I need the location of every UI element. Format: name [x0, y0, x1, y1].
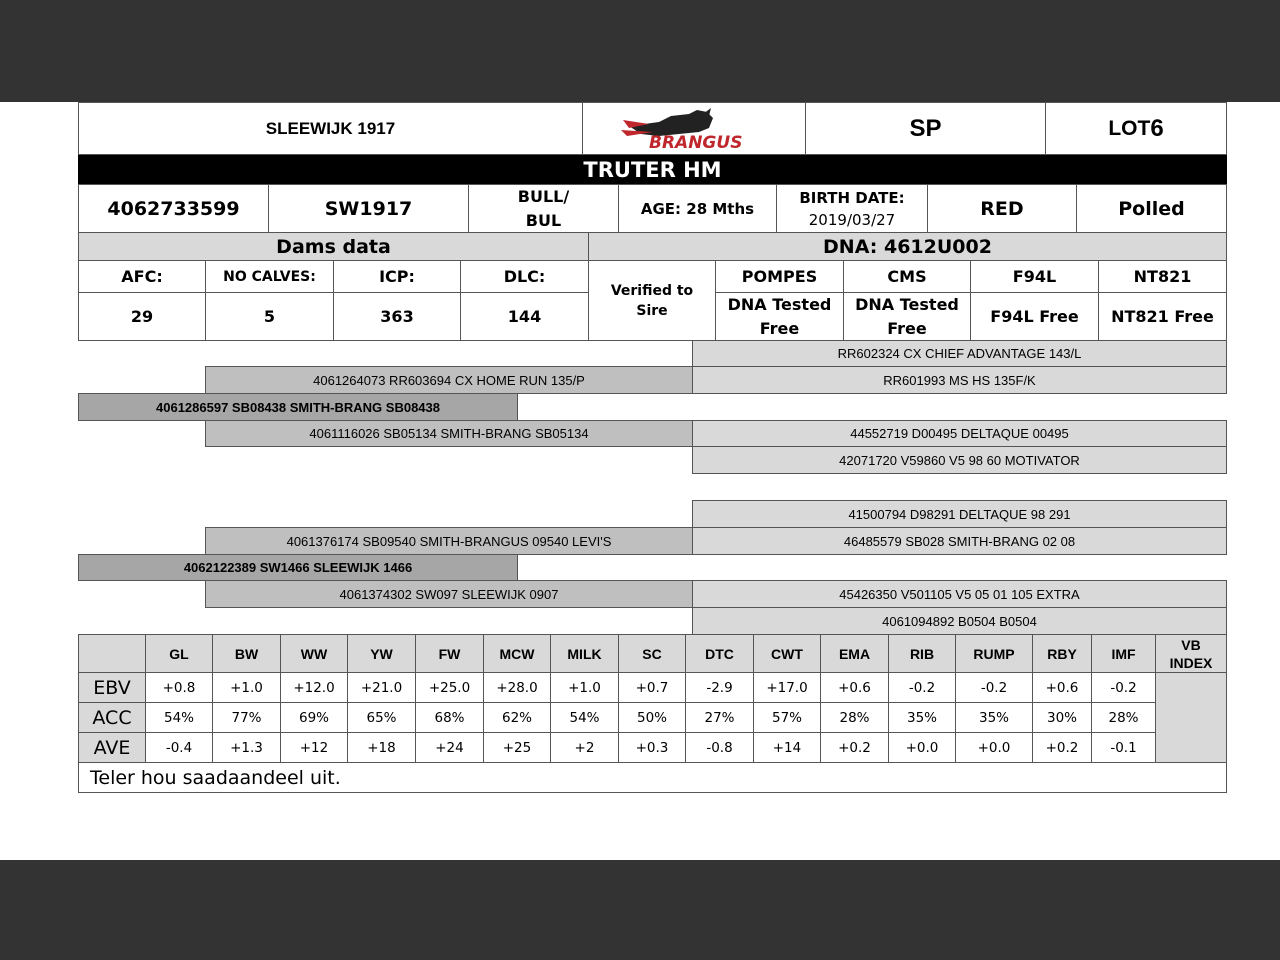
birth-date — [776, 184, 928, 233]
ave-cell: +0.0 — [888, 732, 956, 763]
ebv-col-imf: IMF — [1091, 634, 1156, 673]
ebv-col-rump: RUMP — [955, 634, 1033, 673]
pedigree-dsd: 46485579 SB028 SMITH-BRANG 02 08 — [692, 527, 1227, 555]
sex-line1: BULL/ — [517, 186, 570, 206]
dams-value-icp: 363 — [333, 292, 461, 341]
ave-cell: +0.2 — [1032, 732, 1092, 763]
ebv-row-label-ebv: EBV — [78, 672, 146, 703]
lot-prefix: LOT — [1108, 116, 1151, 140]
ebv-cell: -0.2 — [888, 672, 956, 703]
type-code: SP — [805, 102, 1046, 155]
dams-header-icp: ICP: — [333, 260, 461, 293]
ebv-cell: +17.0 — [753, 672, 821, 703]
ebv-col-bw: BW — [212, 634, 281, 673]
ebv-col-sc: SC — [618, 634, 686, 673]
ave-cell: +18 — [347, 732, 416, 763]
ave-cell: +14 — [753, 732, 821, 763]
dams-header-afc: AFC: — [78, 260, 206, 293]
pedigree-ssd: RR601993 MS HS 135F/K — [692, 366, 1227, 394]
pedigree-dss: 41500794 D98291 DELTAQUE 98 291 — [692, 500, 1227, 528]
acc-cell: 28% — [1091, 702, 1156, 733]
dams-value-dlc: 144 — [460, 292, 589, 341]
dna-test-result-f94l: F94L Free — [970, 292, 1099, 341]
dams-header-calves: NO CALVES: — [205, 260, 334, 293]
ebv-cell: +0.6 — [1032, 672, 1092, 703]
acc-cell: 50% — [618, 702, 686, 733]
ave-cell: +12 — [280, 732, 348, 763]
ebv-col-vb-index — [1155, 634, 1227, 673]
ebv-row-label-ave: AVE — [78, 732, 146, 763]
ebv-col-rib: RIB — [888, 634, 956, 673]
ebv-col-milk: MILK — [550, 634, 619, 673]
ave-cell: +0.3 — [618, 732, 686, 763]
horn-status: Polled — [1076, 184, 1227, 233]
ebv-cell: +1.0 — [212, 672, 281, 703]
acc-cell: 62% — [483, 702, 551, 733]
dna-result-line1: DNA Tested — [855, 294, 959, 314]
verified-line2: Sire — [636, 302, 668, 319]
ebv-col-mcw: MCW — [483, 634, 551, 673]
ebv-col-ww: WW — [280, 634, 348, 673]
acc-cell: 35% — [888, 702, 956, 733]
vb-index-line1: VB — [1181, 636, 1201, 653]
dna-title: DNA: 4612U002 — [588, 232, 1227, 261]
ebv-col-gl: GL — [145, 634, 213, 673]
dams-value-afc: 29 — [78, 292, 206, 341]
pedigree-sire-dam: 4061116026 SB05134 SMITH-BRANG SB05134 — [205, 420, 693, 447]
acc-cell: 54% — [145, 702, 213, 733]
acc-cell: 68% — [415, 702, 484, 733]
verified-line1: Verified to — [610, 282, 694, 299]
pedigree-sds: 44552719 D00495 DELTAQUE 00495 — [692, 420, 1227, 447]
ebv-col-rby: RBY — [1032, 634, 1092, 673]
sex — [468, 184, 619, 233]
ebv-col-ema: EMA — [820, 634, 889, 673]
ave-cell: -0.8 — [685, 732, 754, 763]
bottom-dark-band — [0, 860, 1280, 960]
ebv-row-label-acc: ACC — [78, 702, 146, 733]
ear-tag: SW1917 — [268, 184, 469, 233]
ave-cell: +2 — [550, 732, 619, 763]
pedigree-dam-sire: 4061376174 SB09540 SMITH-BRANGUS 09540 LEVI'S — [205, 527, 693, 555]
ebv-cell: -2.9 — [685, 672, 754, 703]
dna-test-name-nt821: NT821 — [1098, 260, 1227, 293]
dna-test-result-nt821: NT821 Free — [1098, 292, 1227, 341]
acc-cell: 65% — [347, 702, 416, 733]
acc-cell: 69% — [280, 702, 348, 733]
ebv-cell: -0.2 — [955, 672, 1033, 703]
ebv-cell: +1.0 — [550, 672, 619, 703]
top-dark-band — [0, 0, 1280, 102]
ave-cell: -0.1 — [1091, 732, 1156, 763]
seller-note: Teler hou saadaandeel uit. — [78, 762, 1227, 793]
dams-title: Dams data — [78, 232, 589, 261]
ebv-cell: +0.8 — [145, 672, 213, 703]
brangus-logo — [582, 102, 806, 155]
ebv-cell: +0.7 — [618, 672, 686, 703]
pedigree-dds: 45426350 V501105 V5 05 01 105 EXTRA — [692, 580, 1227, 608]
verified-to-sire — [588, 260, 716, 341]
lot-label — [1045, 102, 1227, 155]
ave-cell: +24 — [415, 732, 484, 763]
animal-name: TRUTER HM — [78, 155, 1227, 185]
ebv-cell: -0.2 — [1091, 672, 1156, 703]
dna-test-name-f94l: F94L — [970, 260, 1099, 293]
ebv-col-dtc: DTC — [685, 634, 754, 673]
acc-cell: 27% — [685, 702, 754, 733]
dams-header-dlc: DLC: — [460, 260, 589, 293]
dna-result-line2: Free — [759, 318, 800, 338]
pedigree-ddd: 4061094892 B0504 B0504 — [692, 607, 1227, 635]
ave-cell: +0.0 — [955, 732, 1033, 763]
ebv-cell: +28.0 — [483, 672, 551, 703]
age: AGE: 28 Mths — [618, 184, 777, 233]
pedigree-dam-dam: 4061374302 SW097 SLEEWIJK 0907 — [205, 580, 693, 608]
birth-label: BIRTH DATE: — [799, 188, 905, 207]
pedigree-dam: 4062122389 SW1466 SLEEWIJK 1466 — [78, 554, 518, 581]
ebv-col-yw: YW — [347, 634, 416, 673]
ebv-cell: +0.6 — [820, 672, 889, 703]
acc-cell: 28% — [820, 702, 889, 733]
vb-index-line2: INDEX — [1169, 654, 1213, 671]
pedigree-sire: 4061286597 SB08438 SMITH-BRANG SB08438 — [78, 393, 518, 421]
sex-line2: BUL — [525, 210, 562, 230]
dna-test-result-pompes — [715, 292, 844, 341]
acc-cell: 77% — [212, 702, 281, 733]
acc-cell: 57% — [753, 702, 821, 733]
acc-cell: 54% — [550, 702, 619, 733]
farm-name: SLEEWIJK 1917 — [78, 102, 583, 155]
dna-test-result-cms — [843, 292, 971, 341]
birth-value: 2019/03/27 — [808, 210, 896, 229]
dna-test-name-pompes: POMPES — [715, 260, 844, 293]
bull-logo-icon — [619, 106, 769, 152]
ebv-col-cwt: CWT — [753, 634, 821, 673]
animal-id: 4062733599 — [78, 184, 269, 233]
lot-number: 6 — [1150, 114, 1164, 142]
ebv-corner-cell — [78, 634, 146, 673]
ave-cell: +0.2 — [820, 732, 889, 763]
logo-text: BRANGUS — [649, 132, 743, 152]
acc-cell: 35% — [955, 702, 1033, 733]
dna-result-line2: Free — [887, 318, 927, 338]
ave-cell: -0.4 — [145, 732, 213, 763]
ebv-cell: +25.0 — [415, 672, 484, 703]
pedigree-sire-sire: 4061264073 RR603694 CX HOME RUN 135/P — [205, 366, 693, 394]
ave-cell: +1.3 — [212, 732, 281, 763]
ebv-cell: +21.0 — [347, 672, 416, 703]
pedigree-sss: RR602324 CX CHIEF ADVANTAGE 143/L — [692, 340, 1227, 367]
dna-result-line1: DNA Tested — [727, 294, 832, 314]
pedigree-sdd: 42071720 V59860 V5 98 60 MOTIVATOR — [692, 446, 1227, 474]
ebv-col-fw: FW — [415, 634, 484, 673]
colour: RED — [927, 184, 1077, 233]
dna-test-name-cms: CMS — [843, 260, 971, 293]
vb-index-value — [1155, 672, 1227, 763]
ave-cell: +25 — [483, 732, 551, 763]
dams-value-calves: 5 — [205, 292, 334, 341]
ebv-cell: +12.0 — [280, 672, 348, 703]
acc-cell: 30% — [1032, 702, 1092, 733]
